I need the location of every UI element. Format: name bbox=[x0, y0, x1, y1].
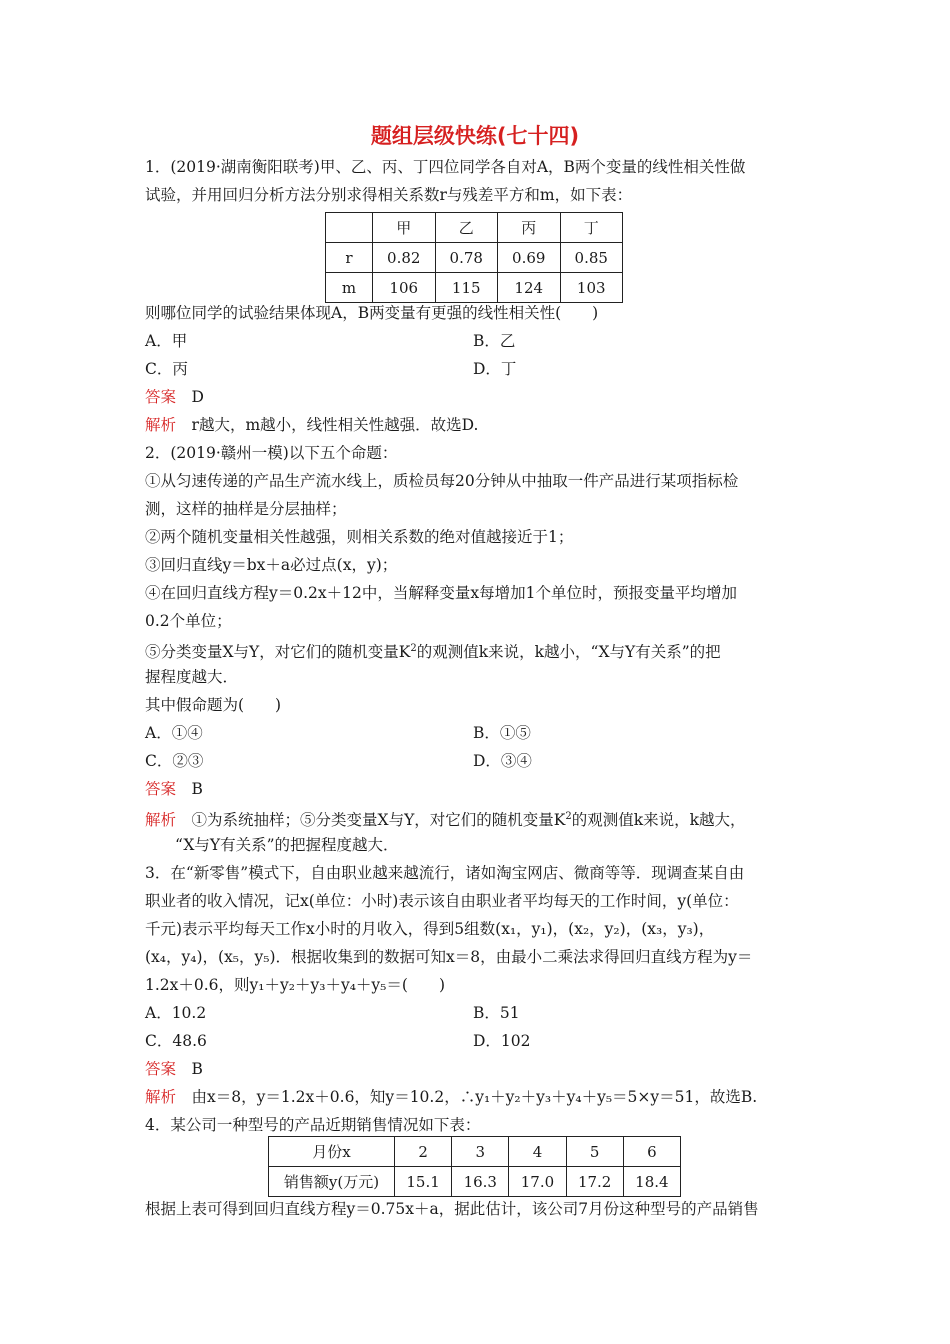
answer-label: 答案 bbox=[145, 388, 177, 406]
q3-analysis bbox=[145, 1087, 757, 1107]
text: 的观测值k来说，k越大， bbox=[571, 811, 746, 830]
table-cell: 丙 bbox=[498, 213, 561, 243]
q2-analysis-a bbox=[145, 807, 746, 830]
q1-line1: 1．(2019·湖南衡阳联考)甲、乙、丙、丁四位同学各自对A，B两个变量的线性相关性做 bbox=[145, 158, 746, 176]
q4-line1: 4．某公司一种型号的产品近期销售情况如下表： bbox=[145, 1116, 481, 1134]
q3-option-c: C．48.6 bbox=[145, 1032, 207, 1050]
superscript: 2 bbox=[565, 811, 572, 822]
text: 的观测值k来说，k越小，“X与Y有关系”的把 bbox=[416, 643, 721, 662]
table-cell: 5 bbox=[566, 1137, 623, 1167]
page-title: 题组层级快练(七十四) bbox=[370, 124, 580, 148]
table-row bbox=[326, 273, 623, 303]
analysis-label: 解析 bbox=[145, 811, 177, 830]
table-cell: 2 bbox=[395, 1137, 452, 1167]
answer-label: 答案 bbox=[145, 780, 177, 798]
q4-table bbox=[268, 1136, 681, 1197]
answer-value: B bbox=[191, 1060, 203, 1078]
q1-option-d: D．丁 bbox=[473, 360, 517, 378]
q2-prop4a: ④在回归直线方程y＝0.2x＋12中，当解释变量x每增加1个单位时，预报变量平均增加 bbox=[145, 584, 737, 602]
q1-answer bbox=[145, 387, 204, 407]
q3-line2: 职业者的收入情况，记x(单位：小时)表示该自由职业者平均每天的工作时间，y(单位： bbox=[145, 892, 739, 910]
analysis-text: r越大，m越小，线性相关性越强．故选D. bbox=[191, 416, 479, 434]
answer-value: D bbox=[191, 388, 204, 406]
q2-prop5a bbox=[145, 639, 721, 662]
table-cell: 103 bbox=[560, 273, 623, 303]
table-cell: 115 bbox=[435, 273, 498, 303]
analysis-label: 解析 bbox=[145, 1088, 177, 1106]
table-cell: 3 bbox=[452, 1137, 509, 1167]
answer-label: 答案 bbox=[145, 1060, 177, 1078]
q4-line2: 根据上表可得到回归直线方程y＝0.75x＋a，据此估计，该公司7月份这种型号的产品销售 bbox=[145, 1200, 759, 1218]
table-cell: 17.0 bbox=[509, 1167, 566, 1197]
q2-option-a: A．①④ bbox=[145, 724, 203, 742]
q2-prop1b: 测，这样的抽样是分层抽样； bbox=[145, 500, 347, 518]
q1-stem: 则哪位同学的试验结果体现A，B两变量有更强的线性相关性( ) bbox=[145, 304, 599, 322]
answer-value: B bbox=[191, 780, 203, 798]
q2-answer bbox=[145, 779, 203, 799]
q2-stem: 其中假命题为( ) bbox=[145, 696, 282, 714]
text: ①为系统抽样；⑤分类变量X与Y，对它们的随机变量K bbox=[191, 811, 566, 830]
analysis-text: 由x＝8，y＝1.2x＋0.6，知y＝10.2，∴y₁＋y₂＋y₃＋y₄＋y₅＝5×y＝51，故选B. bbox=[191, 1088, 758, 1106]
table-cell: r bbox=[326, 243, 373, 273]
table-row bbox=[269, 1167, 681, 1197]
q1-option-c: C．丙 bbox=[145, 360, 188, 378]
q3-answer bbox=[145, 1059, 203, 1079]
q2-prop4b: 0.2个单位； bbox=[145, 612, 232, 630]
q3-option-d: D．102 bbox=[473, 1032, 531, 1050]
q1-table bbox=[325, 212, 623, 303]
table-cell: 6 bbox=[623, 1137, 680, 1167]
q2-analysis-b: “X与Y有关系”的把握程度越大． bbox=[175, 836, 399, 854]
table-row bbox=[269, 1137, 681, 1167]
table-cell: 月份x bbox=[269, 1137, 395, 1167]
q3-option-b: B．51 bbox=[473, 1004, 520, 1022]
q3-option-a: A．10.2 bbox=[145, 1004, 207, 1022]
table-cell: 丁 bbox=[560, 213, 623, 243]
table-row bbox=[326, 243, 623, 273]
table-cell: 18.4 bbox=[623, 1167, 680, 1197]
q3-line4: (x₄，y₄)，(x₅，y₅)．根据收集到的数据可知x＝8，由最小二乘法求得回归直线方程为y＝ bbox=[145, 948, 753, 966]
table-cell: 15.1 bbox=[395, 1167, 452, 1197]
table-row bbox=[326, 213, 623, 243]
q2-option-c: C．②③ bbox=[145, 752, 204, 770]
table-cell: m bbox=[326, 273, 373, 303]
table-cell: 16.3 bbox=[452, 1167, 509, 1197]
table-cell: 0.69 bbox=[498, 243, 561, 273]
text: ⑤分类变量X与Y，对它们的随机变量K bbox=[145, 643, 411, 662]
table-cell: 4 bbox=[509, 1137, 566, 1167]
q1-line2: 试验，并用回归分析方法分别求得相关系数r与残差平方和m，如下表： bbox=[145, 186, 633, 204]
q2-prop1a: ①从匀速传递的产品生产流水线上，质检员每20分钟从中抽取一件产品进行某项指标检 bbox=[145, 472, 739, 490]
q2-option-d: D．③④ bbox=[473, 752, 532, 770]
table-cell bbox=[326, 213, 373, 243]
q3-line5: 1.2x＋0.6，则y₁＋y₂＋y₃＋y₄＋y₅＝( ) bbox=[145, 976, 445, 994]
q1-option-b: B．乙 bbox=[473, 332, 516, 350]
table-cell: 0.82 bbox=[373, 243, 436, 273]
superscript: 2 bbox=[410, 643, 417, 654]
table-cell: 甲 bbox=[373, 213, 436, 243]
q2-prop3: ③回归直线y＝bx＋a必过点(x，y)； bbox=[145, 556, 398, 574]
q3-line3: 千元)表示平均每天工作x小时的月收入，得到5组数(x₁，y₁)，(x₂，y₂)，(x₃，y₃)， bbox=[145, 920, 715, 938]
table-cell: 17.2 bbox=[566, 1167, 623, 1197]
q2-option-b: B．①⑤ bbox=[473, 724, 531, 742]
table-cell: 124 bbox=[498, 273, 561, 303]
q2-prop5b: 握程度越大． bbox=[145, 668, 239, 686]
analysis-label: 解析 bbox=[145, 416, 177, 434]
table-cell: 0.78 bbox=[435, 243, 498, 273]
table-cell: 0.85 bbox=[560, 243, 623, 273]
q1-option-a: A．甲 bbox=[145, 332, 188, 350]
q3-line1: 3．在“新零售”模式下，自由职业越来越流行，诸如淘宝网店、微商等等．现调查某自由 bbox=[145, 864, 745, 882]
q2-prop2: ②两个随机变量相关性越强，则相关系数的绝对值越接近于1； bbox=[145, 528, 574, 546]
q1-analysis bbox=[145, 415, 478, 435]
q2-line1: 2．(2019·赣州一模)以下五个命题： bbox=[145, 444, 398, 462]
table-cell: 销售额y(万元) bbox=[269, 1167, 395, 1197]
table-cell: 106 bbox=[373, 273, 436, 303]
table-cell: 乙 bbox=[435, 213, 498, 243]
